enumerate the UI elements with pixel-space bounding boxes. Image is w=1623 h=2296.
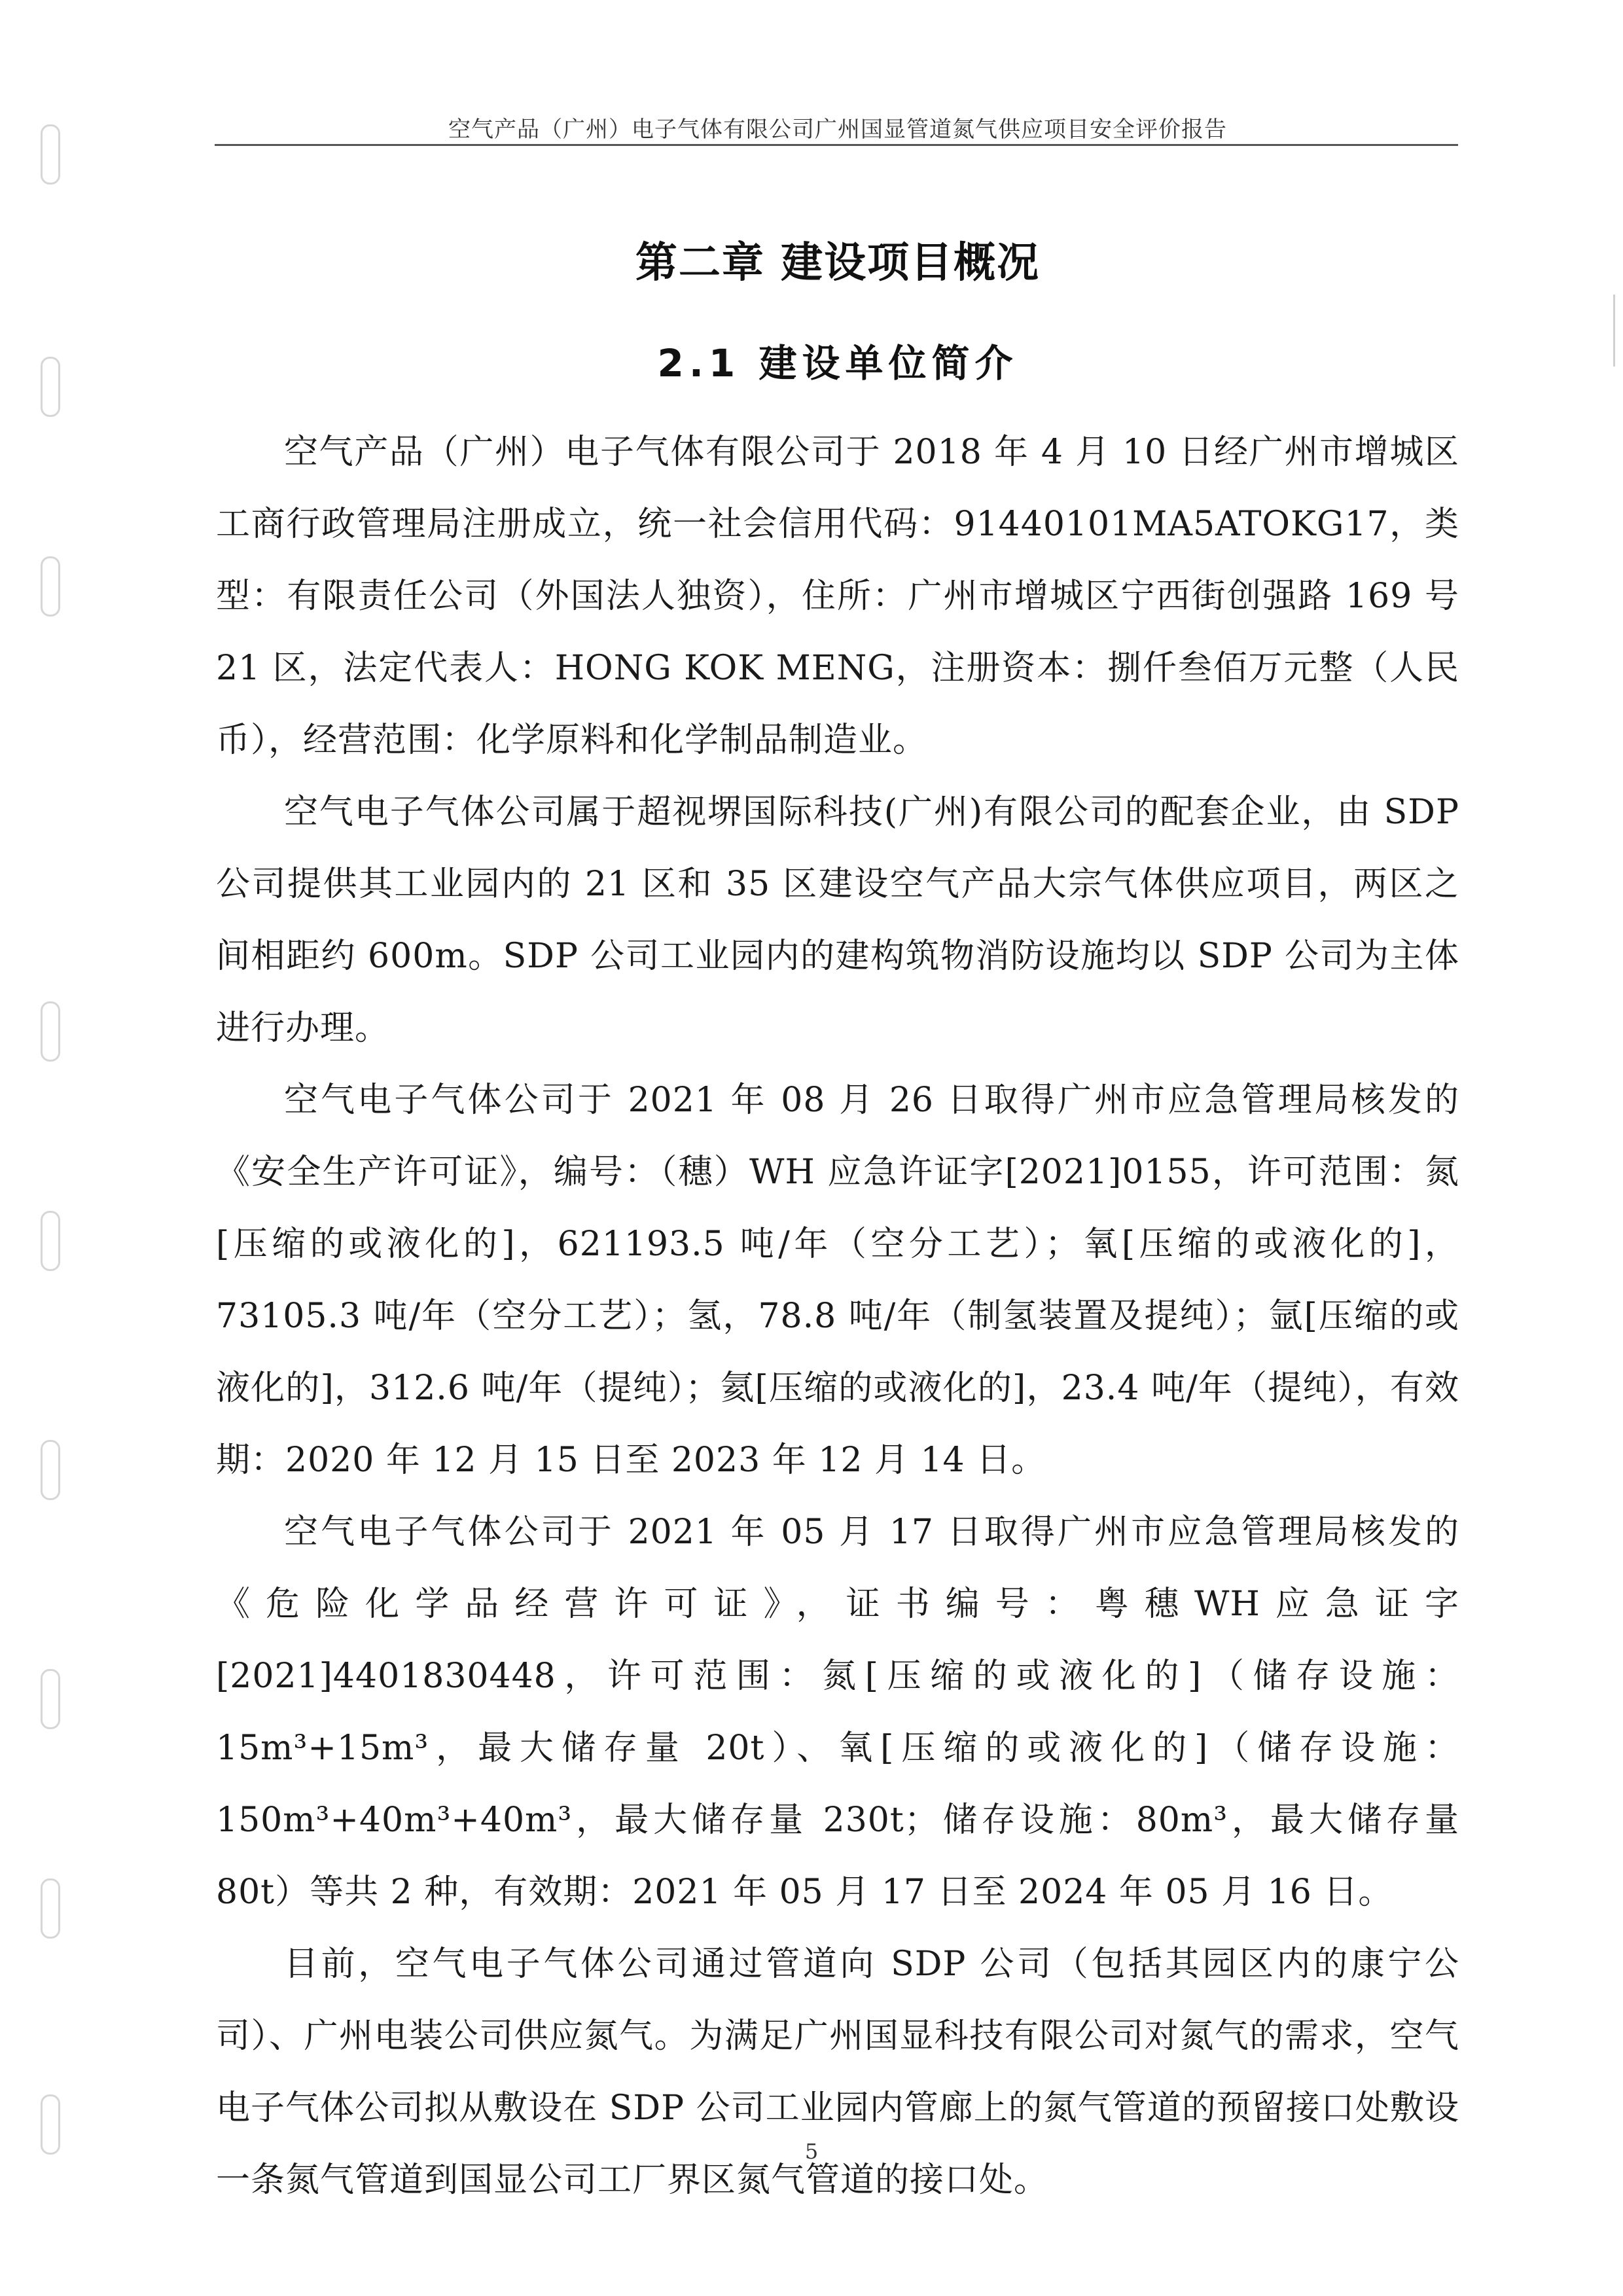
running-header: 空气产品（广州）电子气体有限公司广州国显管道氮气供应项目安全评价报告 [448, 117, 1227, 143]
binding-hole-mark [41, 1211, 60, 1271]
paragraph-company-registration: 空气产品（广州）电子气体有限公司于 2018 年 4 月 10 日经广州市增城区工商行政管理局注册成立，统一社会信用代码：91440101MA5ATOKG17，类型：有限责任公司（外国法人独资），住所：广州市增城区宁西街创强路 169 号 21 区，法定代表人：HONG KOK MENG，注册资本：捌仟叁佰万元整（人民币），经营范围：化学原料和化学制品制造业。 [216, 433, 1459, 760]
section-title: 2.1 建设单位简介 [657, 341, 1018, 386]
paragraph-current-supply: 目前，空气电子气体公司通过管道向 SDP 公司（包括其园区内的康宁公司）、广州电装公司供应氮气。为满足广州国显科技有限公司对氮气的需求，空气电子气体公司拟从敷设在 SDP 公司工业园内管廊上的氮气管道的预留接口处敷设一条氮气管道到国显公司工厂界区氮气管道的接口处。 [216, 1945, 1459, 2200]
chapter-title: 第二章 建设项目概况 [635, 239, 1041, 287]
binding-hole-mark [41, 1669, 60, 1729]
header-rule [215, 144, 1458, 146]
binding-hole-mark [41, 124, 60, 185]
paragraph-sdp-relationship: 空气电子气体公司属于超视堺国际科技(广州)有限公司的配套企业，由 SDP 公司提供其工业园内的 21 区和 35 区建设空气产品大宗气体供应项目，两区之间相距约 600m。SDP 公司工业园内的建构筑物消防设施均以 SDP 公司为主体进行办理。 [216, 793, 1459, 1048]
binding-hole-mark [41, 357, 60, 417]
binding-hole-mark [41, 556, 60, 617]
binding-hole-mark [41, 1878, 60, 1939]
scan-edge-mark [1613, 295, 1623, 367]
binding-hole-mark [41, 1440, 60, 1500]
paragraph-hazardous-chemicals-license: 空气电子气体公司于 2021 年 05 月 17 日取得广州市应急管理局核发的《危险化学品经营许可证》，证书编号：粤穗WH应急证字[2021]4401830448，许可范围：氮[压缩的或液化的]（储存设施：15m³+15m³，最大储存量 20t）、氧[压缩的或液化的]（储存设施：150m³+40m³+40m³，最大储存量 230t；储存设施：80m³，最大储存量 80t）等共 2 种，有效期：2021 年 05 月 17 日至 2024 年 05 月 16 日。 [216, 1513, 1459, 1912]
paragraph-safety-production-license: 空气电子气体公司于 2021 年 08 月 26 日取得广州市应急管理局核发的《安全生产许可证》，编号：（穗）WH 应急许证字[2021]0155，许可范围：氮[压缩的或液化的]，621193.5 吨/年（空分工艺）；氧[压缩的或液化的]，73105.3 吨/年（空分工艺）；氢，78.8 吨/年（制氢装置及提纯）；氩[压缩的或液化的]，312.6 吨/年（提纯）；氦[压缩的或液化的]，23.4 吨/年（提纯），有效期：2020 年 12 月 15 日至 2023 年 12 月 14 日。 [216, 1081, 1459, 1480]
binding-hole-mark [41, 1001, 60, 1062]
body-text [216, 416, 1459, 2216]
page-number: 5 [804, 2139, 819, 2164]
